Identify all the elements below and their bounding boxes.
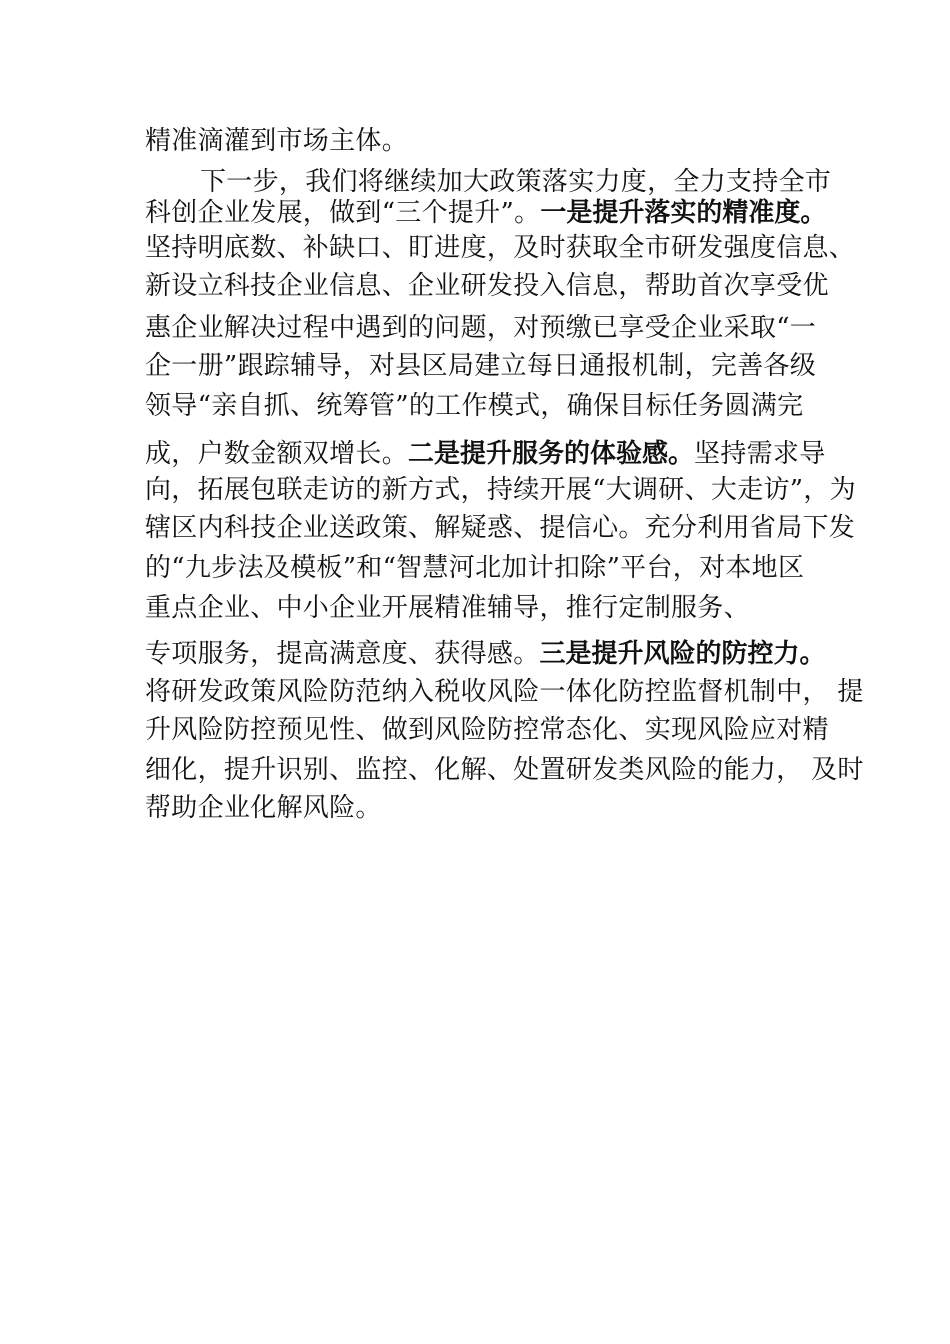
paragraph-line: 向，拓展包联走访的新方式，持续开展“大调研、大走访”，为	[145, 475, 856, 505]
paragraph-line: 坚持明底数、补缺口、盯进度，及时获取全市研发强度信息、	[145, 233, 856, 263]
paragraph-line	[145, 197, 826, 229]
line-text: 科创企业发展，做到“三个提升”。	[145, 198, 541, 228]
paragraph-line: 惠企业解决过程中遇到的问题，对预缴已享受企业采取“一	[145, 313, 817, 343]
paragraph-line: 精准滴灌到市场主体。	[145, 126, 409, 156]
paragraph-line: 的“九步法及模板”和“智慧河北加计扣除”平台，对本地区	[145, 553, 805, 583]
paragraph-line: 将研发政策风险防范纳入税收风险一体化防控监督机制中， 提	[145, 677, 864, 707]
emphasis-heading: 一是提升落实的精准度。	[540, 198, 827, 228]
paragraph-line: 领导“亲自抓、统筹管”的工作模式，确保目标任务圆满完	[145, 391, 804, 421]
emphasis-heading: 二是提升服务的体验感。	[408, 439, 695, 469]
paragraph-line: 升风险防控预见性、做到风险防控常态化、实现风险应对精	[145, 715, 829, 745]
paragraph-line: 下一步，我们将继续加大政策落实力度，全力支持全市	[200, 167, 832, 197]
line-text: 坚持需求导	[694, 439, 826, 469]
line-text: 专项服务，提高满意度、获得感。	[145, 639, 540, 669]
paragraph-line: 新设立科技企业信息、企业研发投入信息，帮助首次享受优	[145, 271, 829, 301]
paragraph-line: 帮助企业化解风险。	[145, 793, 382, 823]
paragraph-line	[145, 638, 826, 670]
paragraph-line: 细化，提升识别、监控、化解、处置研发类风险的能力， 及时	[145, 755, 864, 785]
line-text: 成，户数金额双增长。	[145, 439, 409, 469]
paragraph-line	[145, 438, 826, 470]
paragraph-line: 重点企业、中小企业开展精准辅导，推行定制服务、	[145, 593, 750, 623]
paragraph-line: 企一册”跟踪辅导，对县区局建立每日通报机制，完善各级	[145, 351, 817, 381]
paragraph-line: 辖区内科技企业送政策、解疑惑、提信心。充分利用省局下发	[145, 513, 856, 543]
emphasis-heading: 三是提升风险的防控力。	[539, 639, 826, 669]
